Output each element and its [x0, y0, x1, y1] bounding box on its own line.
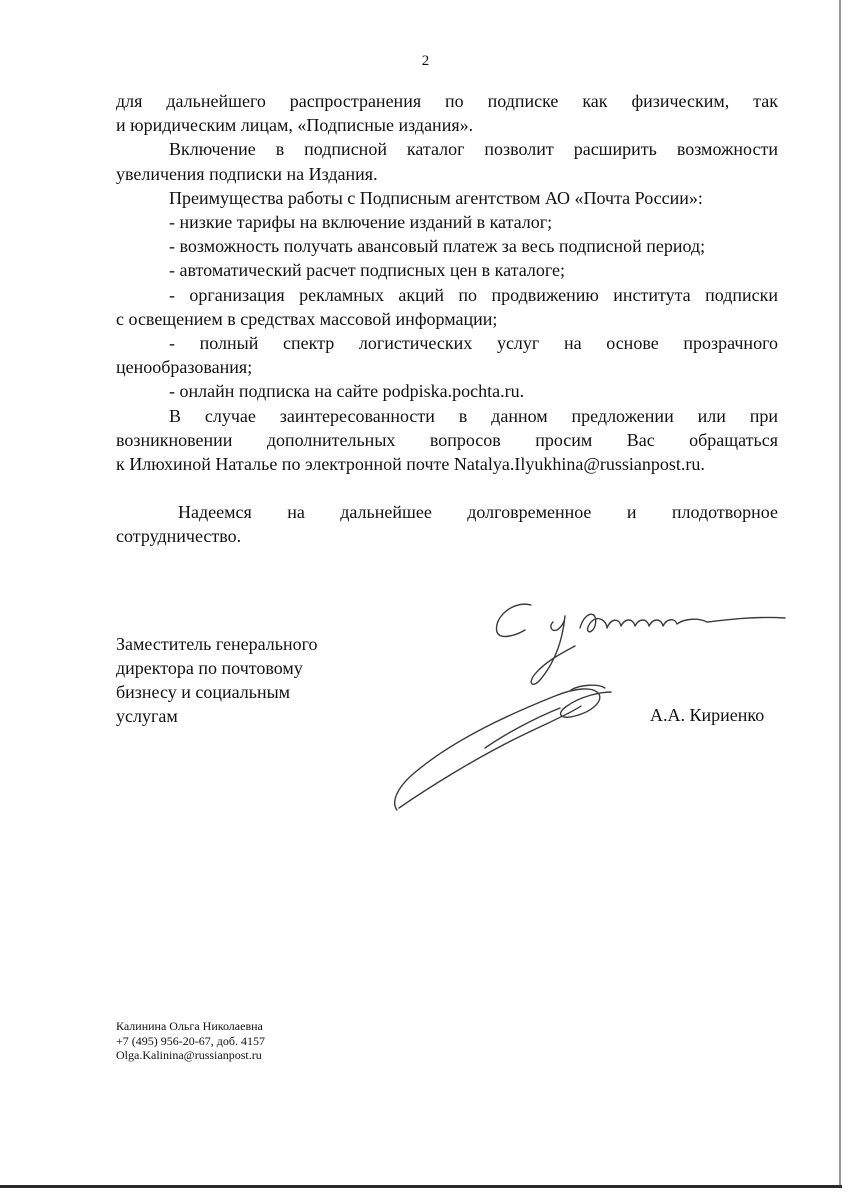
list-item-continuation: с освещением в средствах массовой информации; [116, 308, 498, 329]
advantages-heading: Преимущества работы с Подписным агентством АО «Почта России»: [169, 187, 703, 208]
scan-edge [0, 1185, 842, 1188]
list-item: - полный спектр логистических услуг на основе прозрачного [169, 333, 778, 354]
list-item: - возможность получать авансовый платеж за весь подписной период; [169, 236, 706, 257]
list-item: - онлайн подписка на сайте podpiska.pochta.ru. [169, 381, 525, 402]
page-number: 2 [421, 53, 430, 69]
closing-line: сотрудничество. [116, 526, 242, 547]
closing-line: Надеемся на дальнейшее долговременное и плодотворное [178, 502, 778, 523]
scan-edge [839, 0, 841, 1188]
contact-phone: +7 (495) 956-20-67, доб. 4157 [116, 1033, 265, 1048]
paragraph-line: к Илюхиной Наталье по электронной почте Natalya.Ilyukhina@russianpost.ru. [116, 454, 705, 475]
list-item: - организация рекламных акций по продвижению института подписки [169, 284, 778, 305]
signer-title-line: услугам [116, 706, 178, 726]
paragraph-line: возникновении дополнительных вопросов просим Вас обращаться [116, 429, 778, 450]
paragraph-line: увеличения подписки на Издания. [116, 163, 378, 184]
contact-email: Olga.Kalinina@russianpost.ru [116, 1048, 262, 1062]
paragraph-line: Включение в подписной каталог позволит расширить возможности [169, 139, 778, 160]
list-item-continuation: ценообразования; [116, 357, 253, 378]
list-item: - низкие тарифы на включение изданий в каталог; [169, 212, 553, 233]
handwritten-signature [385, 588, 795, 828]
list-item: - автоматический расчет подписных цен в каталоге; [169, 260, 565, 281]
signer-title-line: Заместитель генерального [116, 634, 318, 654]
contact-info [116, 1019, 265, 1063]
paragraph-line: и юридическим лицам, «Подписные издания». [116, 115, 474, 136]
signer-title [116, 632, 318, 728]
contact-name: Калинина Ольга Николаевна [116, 1019, 263, 1033]
signer-name: А.А. Кириенко [650, 705, 765, 725]
paragraph-line: для дальнейшего распространения по подписке как физическим, так [116, 91, 778, 111]
letter-body [116, 89, 778, 549]
paragraph-line: В случае заинтересованности в данном предложении или при [169, 405, 778, 426]
signer-title-line: бизнесу и социальным [116, 682, 291, 702]
signer-title-line: директора по почтовому [116, 658, 303, 678]
